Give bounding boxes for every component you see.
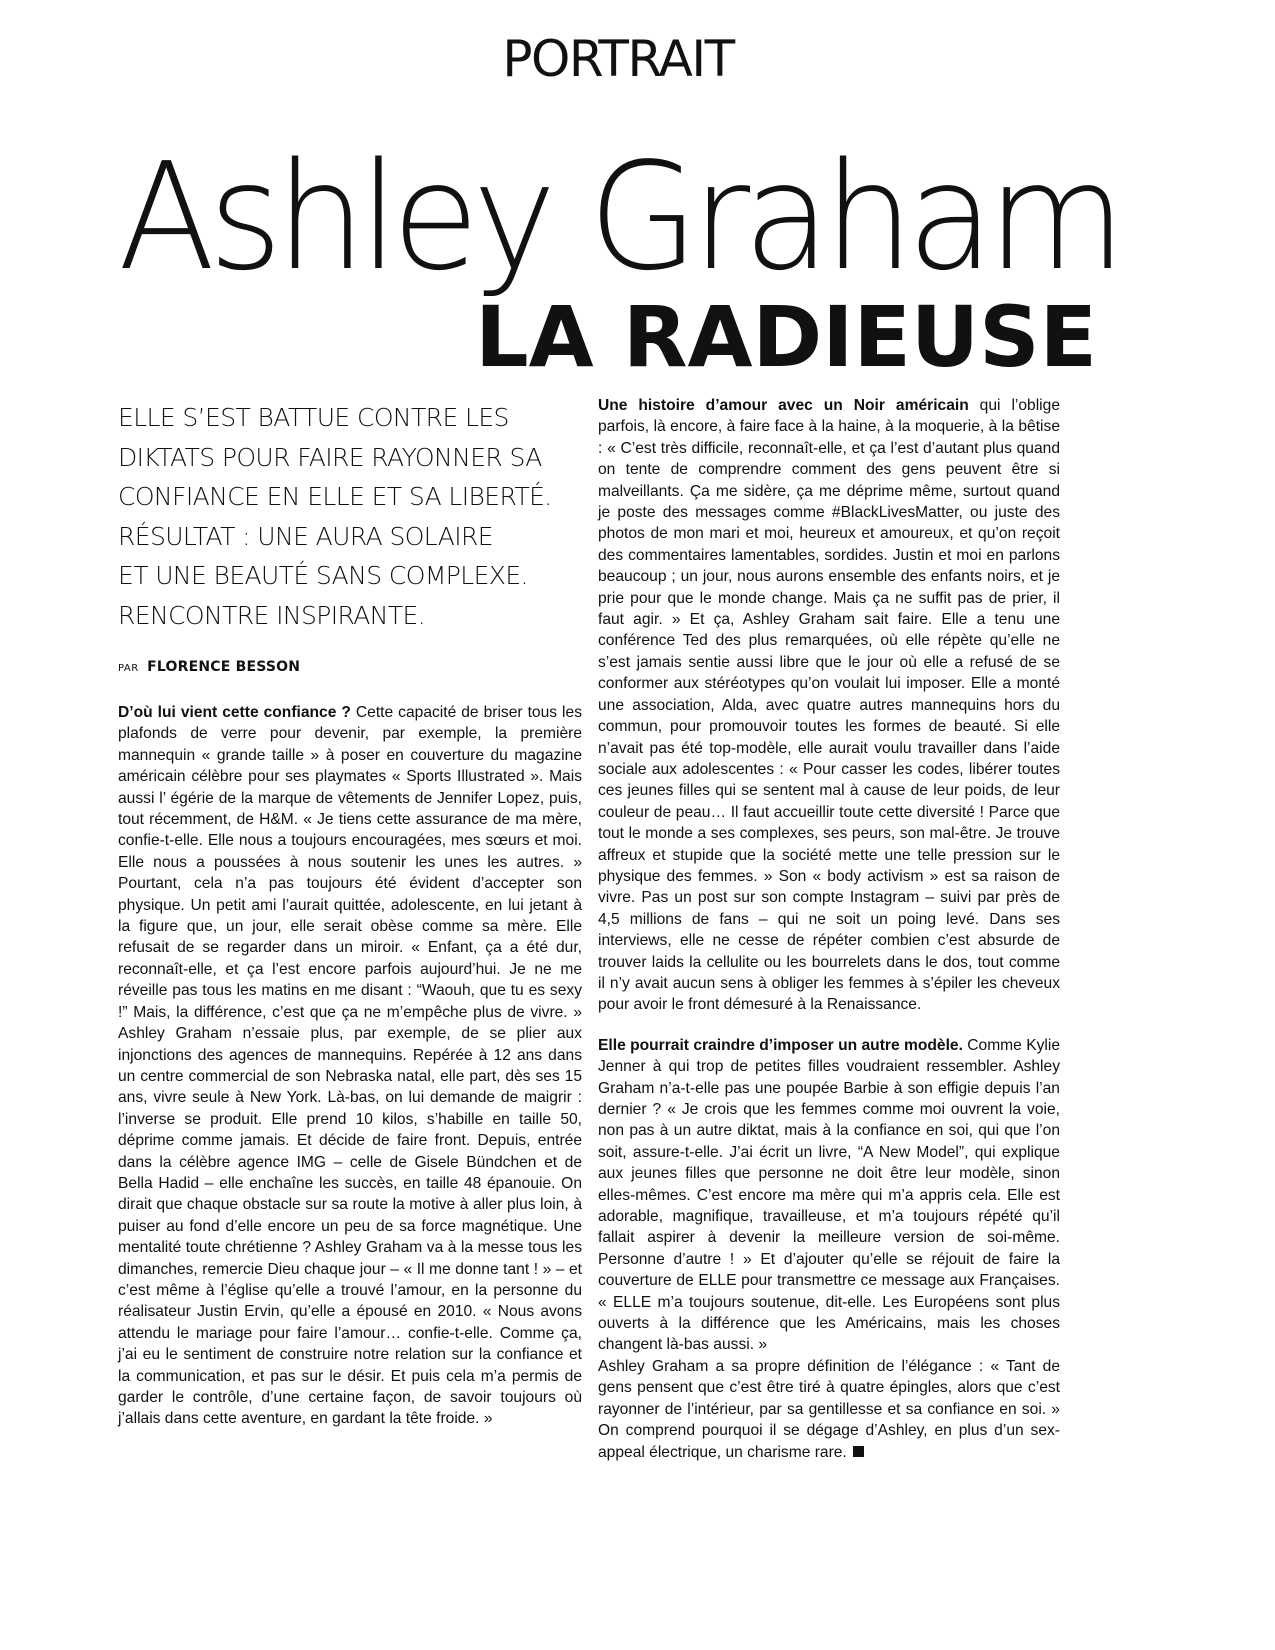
standfirst-line: RÉSULTAT : UNE AURA SOLAIRE [118, 521, 493, 551]
article-title: Ashley Graham [118, 131, 1120, 303]
paragraph-lead: Une histoire d’amour avec un Noir américain [598, 397, 969, 414]
paragraph-text: Cette capacité de briser tous les plafonds de verre pour devenir, par exemple, la première mannequin « grande taille » à poser en couverture du magazine américain célèbre pour ses playmates « Sports Illustrated ». Mais aussi l’ égérie de la marque de vêtements de Jennifer Lopez, puis, tout récemment, de H&M. « Je tiens cette assurance de ma mère, confie-t-elle. Elle nous a toujours encouragées, mes sœurs et moi. Elle nous a poussées à nous soutenir les unes les autres. » Pourtant, cela n’a pas toujours été évident d’accepter son physique. Un petit ami l’aurait quittée, adolescente, en lui jetant à la figure que, un jour, elle serait obèse comme sa mère. Elle refusait de se regarder dans un miroir. « Enfant, ça a été dur, reconnaît-elle, et ça l’est encore parfois aujourd’hui. Je ne me réveille pas tous les matins en me disant : “Waouh, que tu es sexy !” Mais, la différence, c’est que ça ne m’empêche plus de vivre. » Ashley Graham n’essaie plus, par exemple, de se plier aux injonctions des agences de mannequins. Repérée à 12 ans dans un centre commercial de son Nebraska natal, elle part, dès ses 15 ans, vivre seule à New York. Là-bas, on lui demande de maigrir : l’inverse se produit. Elle prend 10 kilos, s’habille en taille 50, déprime comme jamais. Et décide de faire front. Depuis, entrée dans la célèbre agence IMG – celle de Gisele Bündchen et de Bella Hadid – elle enchaîne les succès, en taille 48 épanouie. On dirait que chaque obstacle sur sa route la motive à aller plus loin, à puiser au fond d’elle encore un peu de sa force magnétique. Une mentalité toute chrétienne ? Ashley Graham va à la messe tous les dimanches, remercie Dieu chaque jour – « Il me donne tant ! » – et c’est même à l’église qu’elle a trouvé l’amour, en la personne du réalisateur Justin Ervin, qu’elle a épousé en 2010. « Nous avons attendu le mariage pour faire l’amour… confie-t-elle. Comme ça, j’ai eu le sentiment de construire notre relation sur la confiance et la communication, et pas sur le désir. Et puis cela m’a permis de garder le contrôle, d’une certaine façon, de savoir toujours où j’allais dans cette aventure, en gardant la tête froide. » [118, 704, 582, 1428]
standfirst-line: ELLE S’EST BATTUE CONTRE LES [118, 403, 509, 432]
paragraph-text: qui l’oblige parfois, là encore, à faire face à la haine, à la moquerie, à la bêtise : « C’est très difficile, reconnaît-elle, et ça l’est d’autant plus quand on tente de comprendre comment des gens peuvent être si malveillants. Ça me sidère, ça me déprime même, surtout quand je poste des messages comme #BlackLivesMatter, ou juste des photos de mon mari et moi, heureux et amoureux, et qu’on reçoit des commentaires lamentables, sordides. Justin et moi en parlons beaucoup ; un jour, nous aurons ensemble des enfants noirs, et je prie pour que le monde change. Mais ça ne suffit pas de prier, il faut agir. » Et ça, Ashley Graham sait faire. Elle a tenu une conférence Ted des plus remarquées, où elle répète qu’elle ne s’est jamais sentie aussi libre que le jour où elle a refusé de se conformer aux stéréotypes qu’on voulait lui imposer. Elle a monté une association, Alda, avec quatre autres mannequins hors du commun, pour promouvoir toutes les formes de beauté. Si elle n’avait pas été top-modèle, elle aurait voulu travailler dans l’aide sociale aux adolescentes : « Pour casser les codes, libérer toutes ces jeunes filles qui se sentent mal à cause de leur poids, de leur couleur de peau… Il faut accueillir toute cette diversité ! Parce que tout le monde a ses complexes, ses peurs, son mal-être. Je trouve affreux et stupide que la société mette une telle pression sur le physique des femmes. » Son « body activism » est sa raison de vivre. Pas un post sur son compte Instagram – suivi par près de 4,5 millions de fans – qui ne soit un poing levé. Dans ses interviews, elle ne cesse de répéter combien c’est absurde de trouver laids la cellulite ou les bourrelets dans le dos, tout comme il n’y avait aucun sens à obliger les femmes à s’épiler les cheveux pour avoir le front démesuré à la Renaissance. [598, 397, 1060, 1014]
article-column-right [598, 395, 1060, 1463]
end-of-article-mark [853, 1446, 864, 1457]
byline-author: FLORENCE BESSON [147, 659, 301, 675]
article-paragraph [598, 1356, 1060, 1463]
paragraph-lead: Elle pourrait craindre d’imposer un autre modèle. [598, 1036, 963, 1054]
standfirst [118, 398, 588, 635]
paragraph-text: Comme Kylie Jenner à qui trop de petites filles voudraient ressembler. Ashley Graham n’a-t-elle pas une poupée Barbie à son effigie depuis l’an dernier ? « Je crois que les femmes comme moi ouvrent la voie, non pas à un autre diktat, mais à la confiance en soi, qui que l’on soit, assure-t-elle. J’ai écrit un livre, “A New Model”, qui explique aux jeunes filles que personne ne doit être leur modèle, sinon elles-mêmes. C’est encore ma mère qui m’a appris cela. Elle est adorable, magnifique, travailleuse, et m’a toujours répété qu’il fallait aspirer à devenir la meilleure version de soi-même. Personne d’autre ! » Et d’ajouter qu’elle se réjouit de faire la couverture de ELLE pour transmettre ce message aux Françaises. « ELLE m’a toujours soutenue, dit-elle. Les Européens sont plus ouverts à la différence que les Américains, mais les choses changent là-bas aussi. » [598, 1036, 1060, 1354]
standfirst-line: DIKTATS POUR FAIRE RAYONNER SA [118, 442, 542, 472]
article-paragraph [598, 1035, 1060, 1356]
section-label: PORTRAIT [502, 30, 734, 88]
paragraph-lead: D’où lui vient cette confiance ? [118, 704, 351, 721]
article-paragraph [598, 395, 1060, 1016]
standfirst-line: RENCONTRE INSPIRANTE. [118, 600, 426, 630]
article-subtitle: LA RADIEUSE [475, 288, 1097, 386]
article-paragraph [118, 702, 582, 1430]
byline-prefix: PAR [118, 663, 139, 674]
standfirst-line: CONFIANCE EN ELLE ET SA LIBERTÉ. [118, 482, 552, 511]
article-column-left [118, 702, 582, 1430]
byline [118, 657, 300, 679]
paragraph-text: Ashley Graham a sa propre définition de l’élégance : « Tant de gens pensent que c’est être tiré à quatre épingles, alors que c’est rayonner de l’intérieur, par sa gentillesse et sa confiance en soi. » On comprend pourquoi il se dégage d’Ashley, en plus d’un sex-appeal électrique, un charisme rare. [598, 1357, 1060, 1461]
standfirst-line: ET UNE BEAUTÉ SANS COMPLEXE. [118, 561, 528, 590]
